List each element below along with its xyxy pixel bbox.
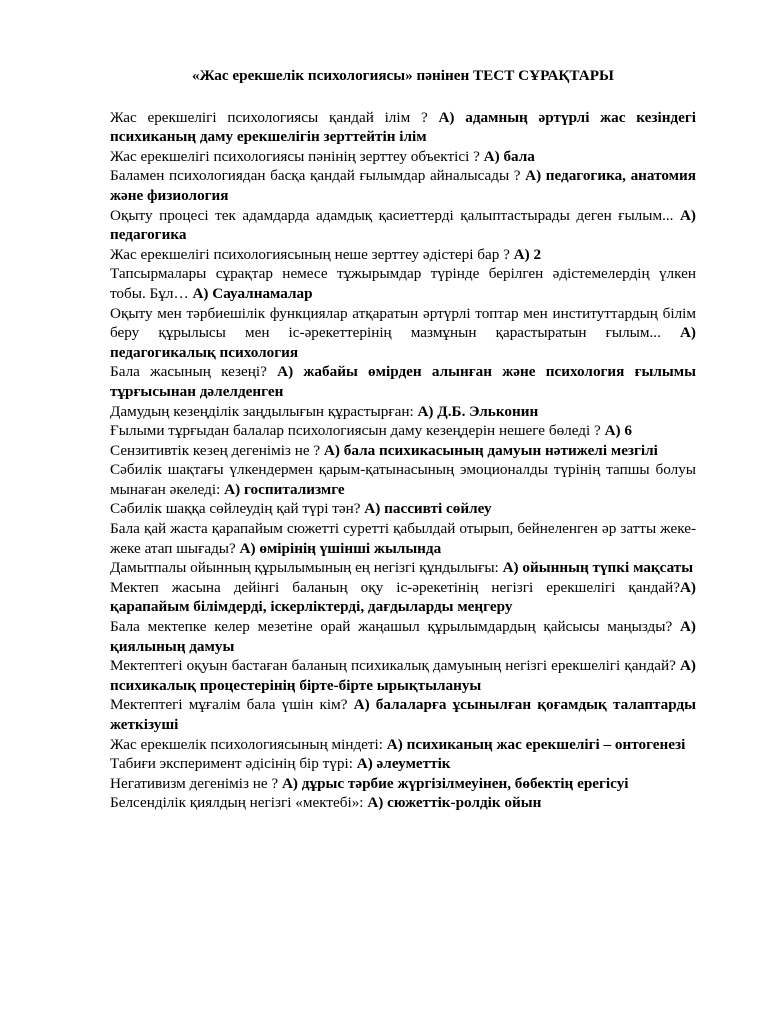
answer-text: А) 2	[513, 245, 542, 263]
answer-text: А) Д.Б. Эльконин	[417, 402, 539, 420]
question-text: Ғылыми тұрғыдан балалар психологиясын даму кезеңдерін нешеге бөледі ?	[110, 422, 605, 440]
question-text: Дамытпалы ойынның құрылымының ең негізгі құндылығы:	[110, 559, 503, 577]
question-item	[110, 206, 696, 245]
answer-text: А) педагогика, анатомия және физиология	[110, 167, 696, 204]
question-item	[110, 264, 696, 303]
question-text: Бала жасының кезеңі?	[110, 363, 278, 381]
question-item	[110, 362, 696, 401]
question-item	[110, 499, 696, 519]
answer-text: А) өмірінің үшінші жылында	[239, 539, 442, 557]
answer-text: А) пассивті сөйлеу	[364, 500, 492, 518]
question-item	[110, 617, 696, 656]
answer-text: А) ойынның түпкі мақсаты	[502, 559, 694, 577]
question-text: Бала мектепке келер мезетіне орай жаңашыл құрылымдардың қайсысы маңызды?	[110, 618, 680, 636]
question-text: Бала қай жаста қарапайым сюжетті суретті қабылдай отырып, бейнеленген әр затты жеке-жеке атап шығады?	[110, 520, 696, 557]
answer-text: А) дұрыс тәрбие жүргізілмеуінен, бөбектің ерегісуі	[281, 774, 629, 792]
question-list	[110, 108, 696, 813]
answer-text: А) педагогика	[110, 206, 696, 244]
answer-text: А) сюжеттік-ролдік ойын	[367, 794, 542, 812]
question-text: Негативизм дегеніміз не ?	[110, 774, 282, 792]
answer-text: А) бала психикасының дамуын нәтижелі мезгілі	[323, 441, 658, 459]
question-text: Мектеп жасына дейінгі баланың оқу іс-әрекетінің негізгі ерекшелігі қандай?	[110, 578, 680, 596]
question-text: Баламен психологиядан басқа қандай ғылымдар айналысады ?	[110, 167, 526, 185]
answer-text: А) педагогикалық психология	[110, 324, 696, 361]
question-text: Сензитивтік кезең дегеніміз не ?	[110, 441, 324, 459]
question-item	[110, 166, 696, 205]
question-text: Жас ерекшелігі психологиясының неше зерттеу әдістері бар ?	[110, 245, 514, 263]
question-item	[110, 245, 696, 265]
question-text: Жас ерекшелігі психологиясы қандай ілім ?	[110, 108, 439, 126]
answer-text: А) әлеуметтік	[356, 755, 451, 773]
question-item	[110, 774, 696, 794]
question-text: Дамудың кезеңділік заңдылығын құрастырған:	[110, 402, 418, 420]
question-text: Мектептегі оқуын бастаған баланың психикалық дамуының негізгі ерекшелігі қандай?	[110, 657, 680, 675]
question-item	[110, 304, 696, 363]
question-text: Белсенділік қиялдың негізгі «мектебі»:	[110, 794, 368, 812]
question-text: Табиғи эксперимент әдісінің бір түрі:	[110, 755, 357, 773]
question-text: Тапсырмалары сұрақтар немесе тұжырымдар түрінде берілген әдістемелердің үлкен тобы. Бұл…	[110, 265, 696, 302]
question-item	[110, 578, 696, 617]
answer-text: А) адамның әртүрлі жас кезіндегі психиканың даму ерекшелігін зерттейтін ілім	[110, 108, 696, 146]
question-text: Жас ерекшелігі психологиясы пәнінің зерттеу объектісі ?	[110, 147, 484, 165]
question-text: Сәбилік шаққа сөйлеудің қай түрі тән?	[110, 500, 365, 518]
question-text: Оқыту процесі тек адамдарда адамдық қасиеттерді қалыптастырады деген ғылым...	[110, 206, 680, 224]
document-page	[110, 66, 696, 813]
question-item	[110, 147, 696, 167]
answer-text: А) психикалық процестерінің бірте-бірте ырықтылануы	[110, 657, 696, 694]
question-item	[110, 441, 696, 461]
question-item	[110, 519, 696, 558]
document-title: «Жас ерекшелік психологиясы» пәнінен ТЕСТ СҰРАҚТАРЫ	[192, 67, 614, 84]
question-item	[110, 402, 696, 422]
question-text: Оқыту мен тәрбиешілік функциялар атқаратын әртүрлі топтар мен институттардың білім беру құрылысы мен іс-әрекеттерінің мазмұнын қарастыратын ғылым...	[110, 304, 696, 342]
answer-text: А) бала	[483, 147, 535, 165]
answer-text: А) психиканың жас ерекшелігі – онтогенезі	[386, 735, 686, 753]
question-item	[110, 108, 696, 147]
answer-text: А) қарапайым білімдерді, іскерліктерді, дағдыларды меңгеру	[110, 578, 696, 616]
question-text: Сәбилік шақтағы үлкендермен қарым-қатынасының эмоционалды түрінің тапшы болуы мынаған әкеледі:	[110, 461, 696, 498]
answer-text: А) қиялының дамуы	[110, 618, 696, 655]
question-item	[110, 735, 696, 755]
answer-text: А) госпитализмге	[224, 480, 345, 498]
answer-text: А) жабайы өмірден алынған және психология ғылымы тұрғысынан дәлелденген	[110, 363, 696, 400]
answer-text: А) 6	[604, 422, 632, 440]
question-item	[110, 421, 696, 441]
question-item	[110, 460, 696, 499]
answer-text: А) балаларға ұсынылған қоғамдық талаптарды жеткізуші	[110, 696, 697, 733]
answer-text: А) Сауалнамалар	[192, 284, 313, 302]
question-item	[110, 793, 696, 813]
question-text: Мектептегі мұғалім бала үшін кім?	[110, 696, 354, 714]
question-item	[110, 695, 696, 734]
question-text: Жас ерекшелік психологиясының міндеті:	[110, 735, 387, 753]
question-item	[110, 754, 696, 774]
question-item	[110, 656, 696, 695]
question-item	[110, 558, 696, 578]
